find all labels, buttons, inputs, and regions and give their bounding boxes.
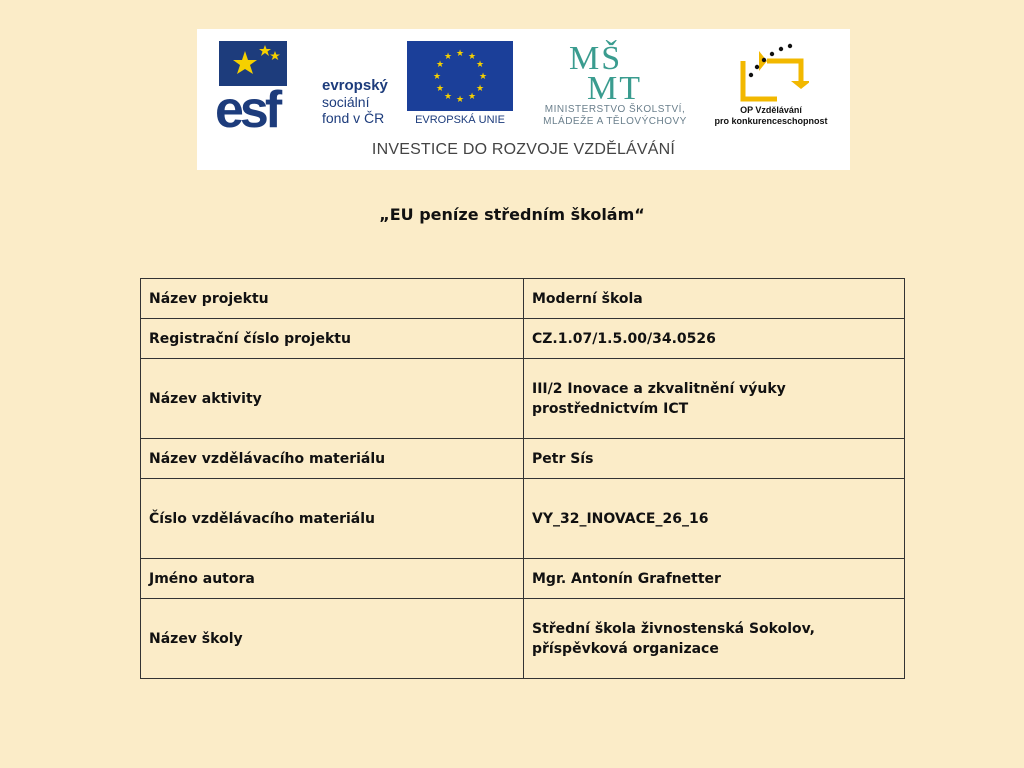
- esf-line-1: evropský: [322, 77, 388, 94]
- row-value: VY_32_INOVACE_26_16: [524, 479, 905, 559]
- svg-text:★: ★: [478, 72, 488, 82]
- row-key: Název aktivity: [141, 359, 524, 439]
- table-row: [141, 559, 905, 599]
- msmt-line-2: MLÁDEŽE A TĚLOVÝCHOVY: [543, 116, 687, 127]
- table-row: [141, 479, 905, 559]
- svg-text:★: ★: [432, 72, 442, 82]
- row-value: Mgr. Antonín Grafnetter: [524, 559, 905, 599]
- row-key: Jméno autora: [141, 559, 524, 599]
- esf-logo-icon: [215, 41, 317, 129]
- esf-caption: [322, 78, 388, 126]
- svg-text:esf: esf: [215, 81, 279, 129]
- table-row: [141, 359, 905, 439]
- table-row: [141, 439, 905, 479]
- logo-banner: [197, 29, 850, 170]
- row-value: CZ.1.07/1.5.00/34.0526: [524, 319, 905, 359]
- svg-text:★: ★: [455, 49, 465, 59]
- page-title: „EU peníze středním školám“: [379, 205, 645, 224]
- row-key: Název vzdělávacího materiálu: [141, 439, 524, 479]
- esf-line-2: sociální: [322, 94, 370, 110]
- op-logo-icon: [737, 41, 809, 103]
- svg-text:★: ★: [467, 92, 477, 102]
- table-row: [141, 279, 905, 319]
- svg-text:★: ★: [455, 95, 465, 105]
- row-value: Petr Sís: [524, 439, 905, 479]
- eu-caption: EVROPSKÁ UNIE: [415, 114, 505, 126]
- svg-text:MT: MT: [587, 70, 642, 101]
- msmt-logo-icon: [569, 39, 663, 101]
- row-value: III/2 Inovace a zkvalitnění výuky prostřednictvím ICT: [524, 359, 905, 439]
- project-info-table: [140, 278, 905, 679]
- row-key: Registrační číslo projektu: [141, 319, 524, 359]
- svg-text:★: ★: [475, 84, 485, 94]
- svg-text:★: ★: [435, 84, 445, 94]
- op-caption: [709, 105, 833, 127]
- svg-text:★: ★: [443, 92, 453, 102]
- svg-text:MŠ: MŠ: [569, 40, 623, 77]
- row-key: Číslo vzdělávacího materiálu: [141, 479, 524, 559]
- op-line-2: pro konkurenceschopnost: [714, 116, 828, 126]
- investice-tagline: INVESTICE DO ROZVOJE VZDĚLÁVÁNÍ: [371, 141, 676, 158]
- svg-text:★: ★: [467, 52, 477, 62]
- row-key: Název školy: [141, 599, 524, 679]
- msmt-line-1: MINISTERSTVO ŠKOLSTVÍ,: [544, 104, 686, 115]
- svg-text:★: ★: [475, 60, 485, 70]
- row-value: Moderní škola: [524, 279, 905, 319]
- svg-text:★: ★: [435, 60, 445, 70]
- op-line-1: OP Vzdělávání: [740, 105, 802, 115]
- esf-line-3: fond v ČR: [322, 110, 385, 126]
- row-key: Název projektu: [141, 279, 524, 319]
- row-value: Střední škola živnostenská Sokolov, příspěvková organizace: [524, 599, 905, 679]
- msmt-caption: [523, 104, 707, 128]
- svg-text:★: ★: [443, 52, 453, 62]
- table-row: [141, 599, 905, 679]
- table-row: [141, 319, 905, 359]
- eu-flag-icon: [407, 41, 513, 111]
